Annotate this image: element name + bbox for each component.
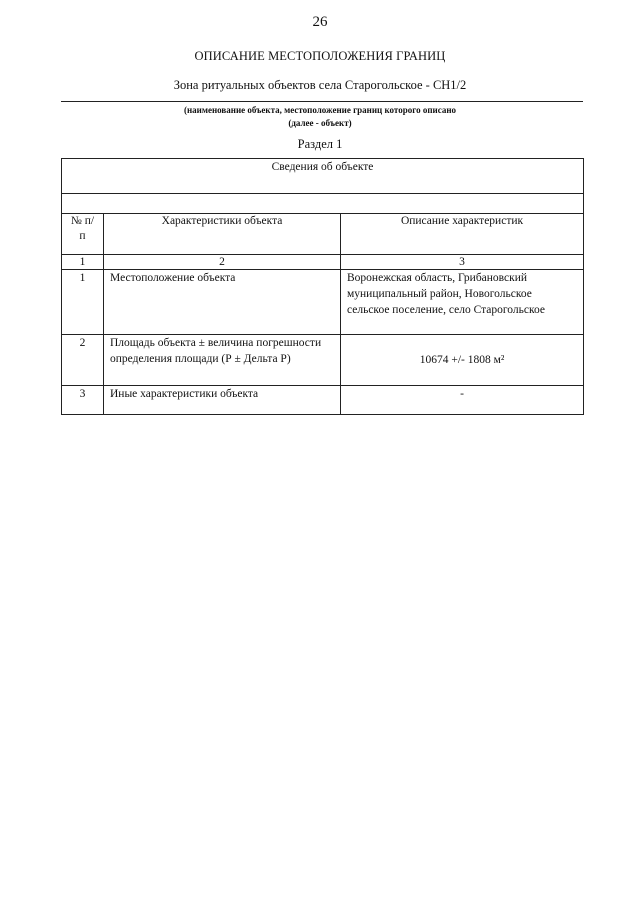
row-number: 1 [62, 270, 104, 335]
object-name: Зона ритуальных объектов села Старогольское - СН1/2 [173, 78, 467, 92]
table-title: Сведения об объекте [62, 159, 584, 194]
page-number: 26 [312, 14, 328, 30]
row-characteristic: Местоположение объекта [104, 270, 341, 335]
column-number-2: 2 [104, 255, 341, 270]
column-number-1: 1 [62, 255, 104, 270]
table-row [62, 386, 584, 415]
table-title-row [62, 159, 584, 194]
row-number: 2 [62, 335, 104, 386]
table-row [62, 270, 584, 335]
object-name-underline [61, 101, 583, 102]
row-number: 3 [62, 386, 104, 415]
table-spacer-row [62, 194, 584, 214]
column-number-3: 3 [341, 255, 584, 270]
document-title: ОПИСАНИЕ МЕСТОПОЛОЖЕНИЯ ГРАНИЦ [194, 49, 446, 63]
caption-line-2: (далее - объект) [288, 118, 352, 128]
object-info-table [61, 158, 584, 415]
row-characteristic: Площадь объекта ± величина погрешности определения площади (Р ± Дельта Р) [104, 335, 341, 386]
row-description: Воронежская область, Грибановский муниципальный район, Новогольское сельское поселение, село Старогольское [341, 270, 584, 335]
table-row [62, 335, 584, 386]
caption-line-1: (наименование объекта, местоположение границ которого описано [183, 105, 457, 115]
object-name-caption [0, 104, 640, 130]
column-header-number: № п/п [62, 214, 104, 255]
row-description: - [341, 386, 584, 415]
section-title: Раздел 1 [297, 137, 343, 151]
table-header-row [62, 214, 584, 255]
column-header-description: Описание характеристик [341, 214, 584, 255]
row-characteristic: Иные характеристики объекта [104, 386, 341, 415]
column-numbers-row [62, 255, 584, 270]
table-spacer-cell [62, 194, 584, 214]
row-description: 10674 +/- 1808 м² [341, 335, 584, 386]
column-header-characteristic: Характеристики объекта [104, 214, 341, 255]
